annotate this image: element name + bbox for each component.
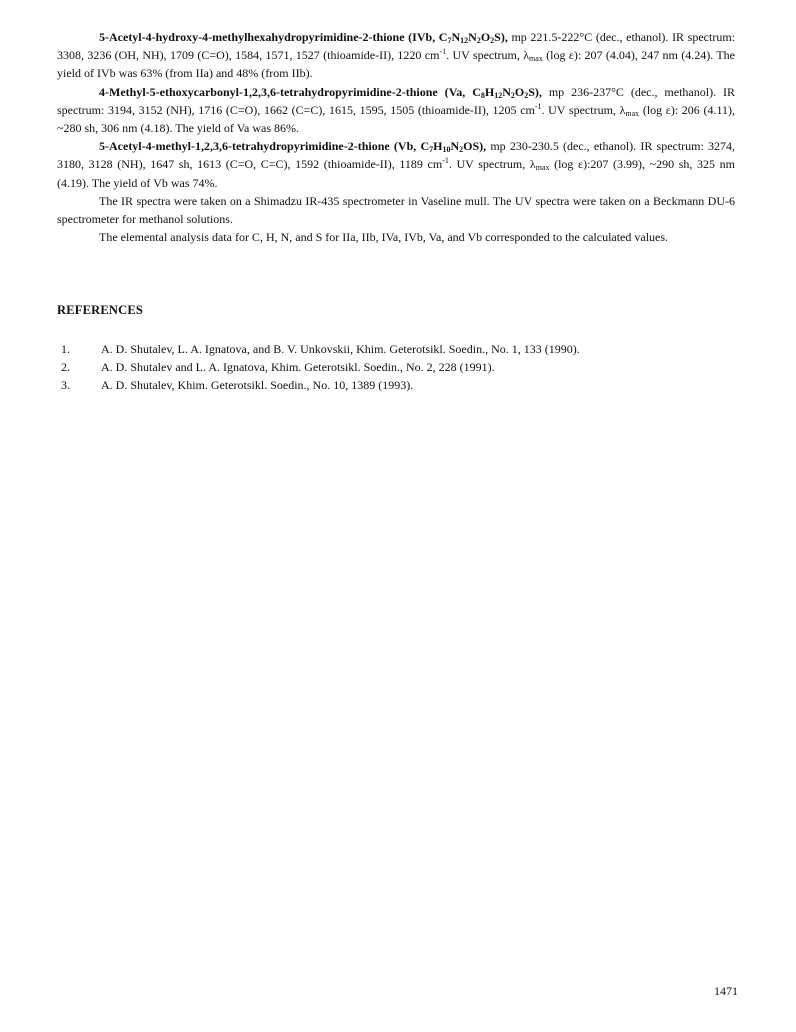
- references-heading: REFERENCES: [57, 303, 144, 317]
- reference-number: 3.: [61, 378, 70, 393]
- paragraph-vb: 5-Acetyl-4-methyl-1,2,3,6-tetrahydropyrimidine-2-thione (Vb, $C_7H_{10}N_2OS$), mp 230-230.5 (dec., ethanol). IR spectrum: 3274, 3180, 3128 (NH), 1647 sh, 1613 (C=O, C=C), 1592 (thioamide-II), 1189 $cm^{-1}$. UV spectrum, $\lambda_{max}$ (log ε):207 (3.99), ~290 sh, 325 nm (4.19). The yield of Vb was 74%.: [57, 139, 736, 190]
- page-number: 1471: [714, 984, 738, 998]
- reference-list: [57, 340, 735, 395]
- reference-text: A. D. Shutalev, Khim. Geterotsikl. Soedin., No. 10, 1389 (1993).: [101, 378, 414, 393]
- compound-name: 5-Acetyl-4-methyl-1,2,3,6-tetrahydropyrimidine-2-thione: [99, 139, 390, 154]
- paragraph-va: 4-Methyl-5-ethoxycarbonyl-1,2,3,6-tetrahydropyrimidine-2-thione (Va, $C_8H_{12}N_2O_2S$), mp 236-237°C (dec., methanol). IR spectrum: 3194, 3152 (NH), 1716 (C=O), 1662 (C=C), 1615, 1595, 1505 (thioamide-II), 1205 $cm^{-1}$. UV spectrum, $\lambda_{max}$ (log ε): 206 (4.11), ~280 sh, 306 nm (4.18). The yield of Va was 86%.: [57, 84, 736, 136]
- reference-text: A. D. Shutalev, L. A. Ignatova, and B. V. Unkovskii, Khim. Geterotsikl. Soedin., No. 1, 133 (1990).: [101, 342, 580, 356]
- compound-name: 5-Acetyl-4-hydroxy-4-methylhexahydropyrimidine-2-thione: [99, 30, 405, 44]
- paragraph-ivb: 5-Acetyl-4-hydroxy-4-methylhexahydropyrimidine-2-thione (IVb, $C_7N_{12}N_2O_2S$), mp 221.5-222°C (dec., ethanol). IR spectrum: 3308, 3236 (OH, NH), 1709 (C=O), 1584, 1571, 1527 (thioamide-II), 1220 $cm^{-1}$. UV spectrum, $\lambda_{max}$ (log ε): 207 (4.04), 247 nm (4.24). The yield of IVb was 63% (from IIa) and 48% (from IIb).: [57, 30, 736, 81]
- reference-number: 1.: [61, 342, 70, 356]
- paragraph-analysis: The elemental analysis data for C, H, N, and S for IIa, IIb, IVa, IVb, Va, and Vb corresponded to the calculated values.: [99, 230, 669, 245]
- reference-text: A. D. Shutalev and L. A. Ignatova, Khim. Geterotsikl. Soedin., No. 2, 228 (1991).: [101, 360, 495, 375]
- reference-item: [57, 340, 735, 358]
- body-text: [57, 28, 735, 246]
- paragraph-instruments: The IR spectra were taken on a Shimadzu IR-435 spectrometer in Vaseline mull. The UV spectra were taken on a Beckmann DU-6 spectrometer for methanol solutions.: [57, 193, 735, 227]
- reference-item: [57, 358, 735, 376]
- reference-item: [57, 376, 735, 394]
- reference-number: 2.: [61, 360, 70, 375]
- compound-name: 4-Methyl-5-ethoxycarbonyl-1,2,3,6-tetrahydropyrimidine-2-thione: [99, 84, 438, 99]
